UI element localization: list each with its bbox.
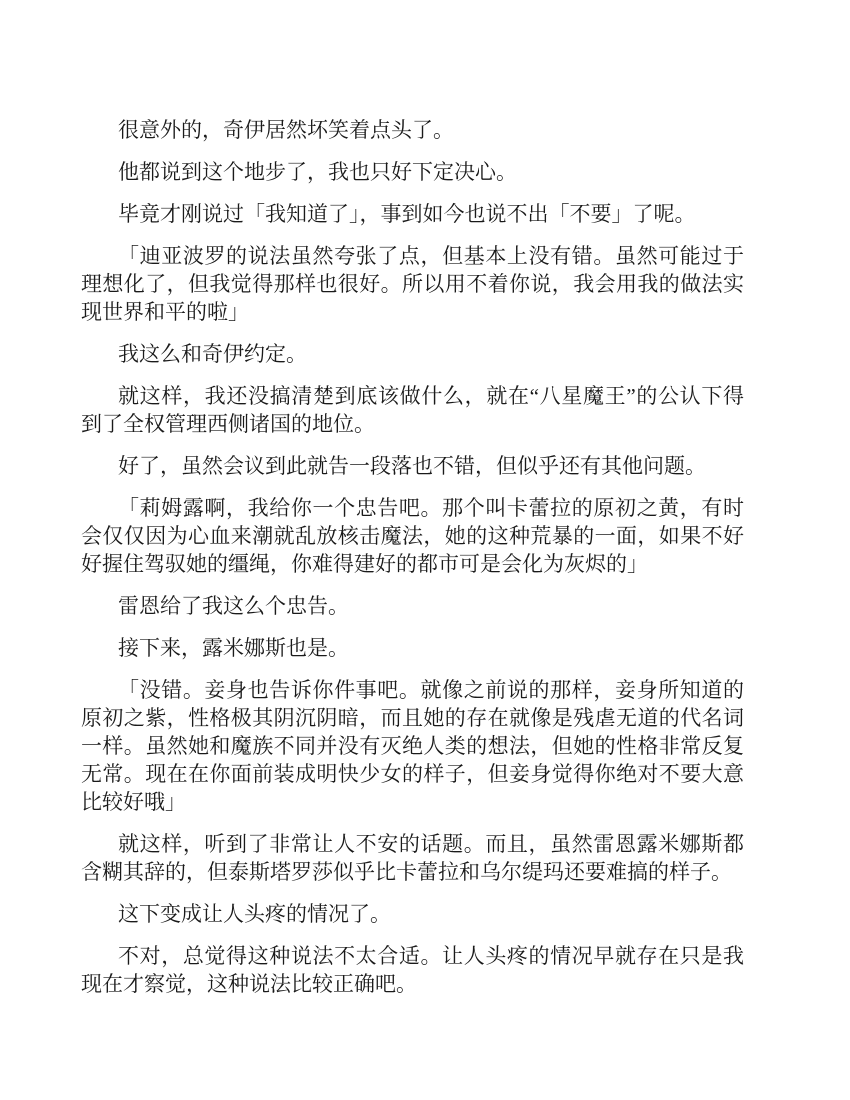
paragraph: 毕竟才刚说过「我知道了」，事到如今也说不出「不要」了呢。 [118, 202, 696, 226]
paragraph: 不对，总觉得这种说法不太合适。让人头疼的情况早就存在只是我现在才察觉，这种说法比较正确吧。 [81, 944, 744, 996]
paragraph: 我这么和奇伊约定。 [118, 342, 307, 366]
page-content [81, 116, 744, 1012]
paragraph: 很意外的，奇伊居然坏笑着点头了。 [118, 118, 454, 142]
paragraph: 接下来，露米娜斯也是。 [118, 636, 349, 660]
paragraph: 好了，虽然会议到此就告一段落也不错，但似乎还有其他问题。 [118, 454, 706, 478]
paragraph: 「没错。妾身也告诉你件事吧。就像之前说的那样，妾身所知道的原初之紫，性格极其阴沉阴暗，而且她的存在就像是残虐无道的代名词一样。虽然她和魔族不同并没有灭绝人类的想法，但她的性格非常反复无常。现在在你面前装成明快少女的样子，但妾身觉得你绝对不要大意比较好哦」 [81, 678, 744, 814]
paragraph: 「莉姆露啊，我给你一个忠告吧。那个叫卡蕾拉的原初之黄，有时会仅仅因为心血来潮就乱放核击魔法，她的这种荒暴的一面，如果不好好握住驾驭她的缰绳，你难得建好的都市可是会化为灰烬的」 [81, 496, 744, 576]
paragraph: 他都说到这个地步了，我也只好下定决心。 [118, 160, 517, 184]
paragraph: 「迪亚波罗的说法虽然夸张了点，但基本上没有错。虽然可能过于理想化了，但我觉得那样也很好。所以用不着你说，我会用我的做法实现世界和平的啦」 [81, 244, 744, 324]
paragraph: 这下变成让人头疼的情况了。 [118, 902, 391, 926]
paragraph: 雷恩给了我这么个忠告。 [118, 594, 349, 618]
paragraph: 就这样，我还没搞清楚到底该做什么，就在“八星魔王”的公认下得到了全权管理西侧诸国的地位。 [81, 384, 744, 436]
paragraph: 就这样，听到了非常让人不安的话题。而且，虽然雷恩露米娜斯都含糊其辞的，但泰斯塔罗莎似乎比卡蕾拉和乌尔缇玛还要难搞的样子。 [81, 832, 744, 884]
